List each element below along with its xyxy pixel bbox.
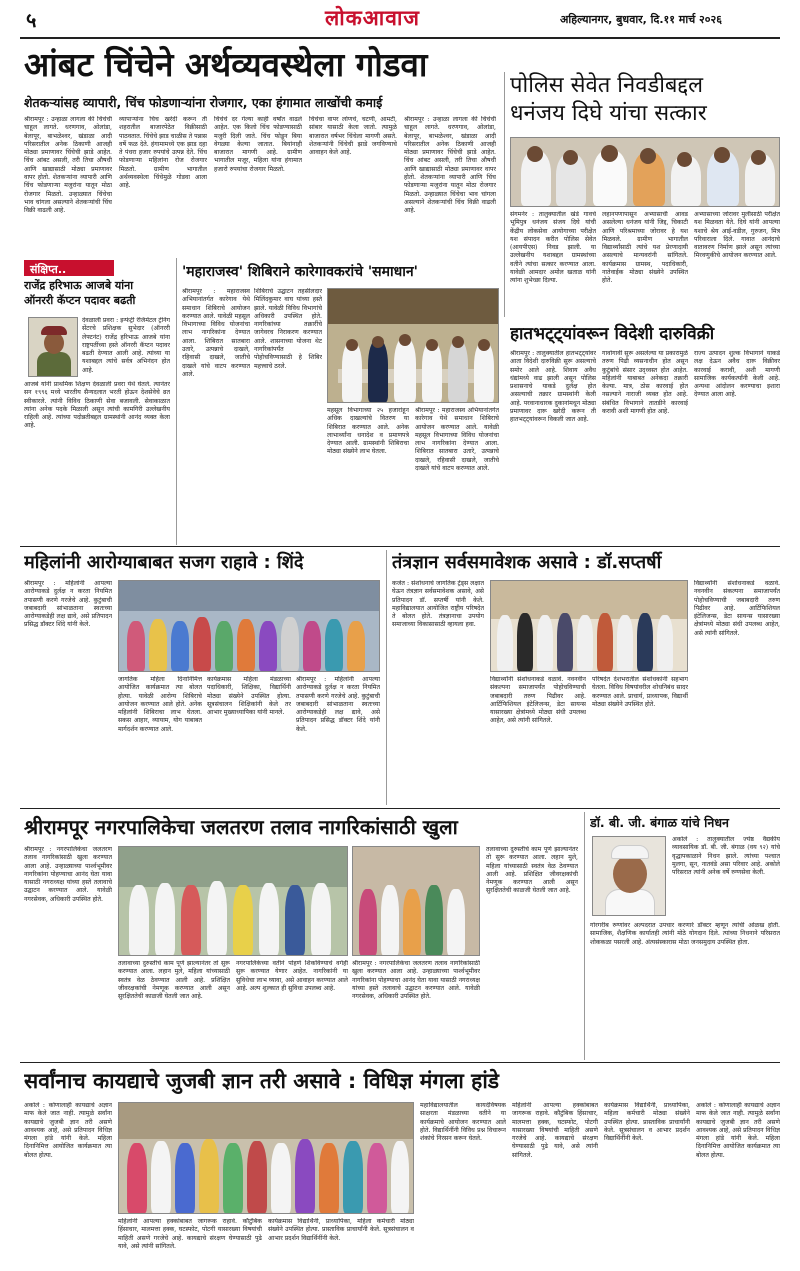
jaltaran-photo-1: [118, 846, 348, 956]
brief-divider: [176, 258, 177, 545]
nidhan-col-2: गोरगरीब रुग्णांवर अल्पदरात उपचार करणारे डॉक्टर म्हणून त्यांची ओळख होती. सामाजिक, शैक्षणिक कार्यातही त्यांनी मोठे योगदान दिले. त्यांच्या निधनाने परिसरात शोककळा पसरली आहे. अंत्यसंस्कारास मोठा जनसमुदाय उपस्थित होता.: [590, 922, 780, 946]
kayda-col-3: कार्यक्रमास विद्यार्थिनी, प्राध्यापिका, महिला कर्मचारी मोठ्या संख्येने उपस्थित होत्या. प्रास्ताविक प्राचार्यांनी केले. सूत्रसंचालन व आभार प्रदर्शन विद्यार्थिनींनी केले.: [268, 1218, 414, 1242]
kayda-col-4: महाविद्यालयातील कायदेविषयक साक्षरता मंडळाच्या वतीने या कार्यक्रमाचे आयोजन करण्यात आले होते. विद्यार्थिनींनी विविध प्रश्न विचारून शंकांचे निरसन करून घेतले.: [420, 1102, 506, 1143]
jaltaran-col-4: श्रीरामपूर : नगरपालिकेचा जलतरण तलाव नागरिकांसाठी खुला करण्यात आला आहे. उन्हाळ्याच्या पार्श्वभूमीवर नागरिकांना पोहण्याचा आनंद घेता यावा यासाठी नगराध्यक्ष यांच्या हस्ते तलावाचे उद्घाटन करण्यात आले. यावेळी नगरसेवक, अधिकारी उपस्थित होते.: [352, 960, 480, 1001]
kayda-headline: सर्वांनाच कायद्याचे जुजबी ज्ञान तरी असावे : विधिज्ञ मंगला हांडे: [24, 1069, 500, 1093]
police-body: [510, 211, 780, 314]
row-rule-3: [20, 1062, 780, 1063]
lead-col-1: श्रीरामपूर : उन्हाळा लागला की चिंचेची चाहूल लागते. धरणगाव, ओलांडा, बेलापूर, बाभळेश्वर, खंडाळा आदी परिसरातील अनेक ठिकाणी आजही मोठ्या प्रमाणावर चिंचेची झाडे आहेत. चिंच आंबट असली, तरी तिचा औषधी आणि खाद्यासाठी मोठ्या प्रमाणावर वापर होतो. शेतकऱ्यांना व्यापारी आणि चिंच फोडणाऱ्या मजुरांना यातून मोठा रोजगार मिळतो. उन्हाळ्यात चिंचेचा भाव चांगला असल्याने शेतकऱ्यांची चिंच विक्री वाढली आहे.: [24, 116, 112, 215]
mahila-col-1: श्रीरामपूर : महिलांनी आपल्या आरोग्याकडे दुर्लक्ष न करता नियमित तपासणी करणे गरजेचे आहे. कुटुंबाची जबाबदारी सांभाळताना स्वतःच्या आरोग्याकडेही लक्ष द्यावे, असे प्रतिपादन प्रसिद्ध डॉक्टर शिंदे यांनी केले.: [24, 580, 112, 629]
brief-headline: [24, 278, 174, 308]
tantradnyan-col-4: विद्यार्थ्यांनी संशोधनाकडे वळावे. नवनवीन संकल्पना समाजापर्यंत पोहोचविण्याची जबाबदारी तरुण पिढीवर आहे. आर्टिफिशियल इंटेलिजन्स, डेटा सायन्स यासारख्या क्षेत्रांमध्ये मोठ्या संधी उपलब्ध आहेत, असे त्यांनी सांगितले.: [694, 580, 780, 637]
lead-col-3: चिंचेचे दर गेल्या काही वर्षांत वाढले आहेत. एक किलो चिंच फोडण्यासाठी मजुरी दिली जाते. चिंच फोडून बिया वेगळ्या केल्या जातात. बियांनाही बाजारात मागणी आहे. ग्रामीण भागातील मजूर, महिला यांना हंगामात हजारो रुपयांचा रोजगार मिळतो.: [214, 116, 302, 173]
lead-col-5: श्रीरामपूर : उन्हाळा लागला की चिंचेची चाहूल लागते. धरणगाव, ओलांडा, बेलापूर, बाभळेश्वर, खंडाळा आदी परिसरातील अनेक ठिकाणी आजही मोठ्या प्रमाणावर चिंचेची झाडे आहेत. चिंच आंबट असली, तरी तिचा औषधी आणि खाद्यासाठी मोठ्या प्रमाणावर वापर होतो. शेतकऱ्यांना व्यापारी आणि चिंच फोडणाऱ्या मजुरांना यातून मोठा रोजगार मिळतो. उन्हाळ्यात चिंचेचा भाव चांगला असल्याने शेतकऱ्यांची चिंच विक्री वाढली आहे.: [404, 116, 496, 215]
lead-subhead: शेतकऱ्यांसह व्यापारी, चिंच फोडणाऱ्यांना रोजगार, एका हंगामात लाखोंची कमाई: [24, 95, 383, 110]
lead-body: [24, 116, 499, 256]
masthead-rule: [20, 37, 780, 39]
hatbhatti-col-2: गावोगावी सुरू असलेल्या या प्रकारामुळे तरुण पिढी व्यसनाधीन होत असून कुटुंबांचे संसार उद्ध्वस्त होत आहेत. महिलांनी याबाबत अनेकदा तक्रारी केल्या. मात्र, ठोस कारवाई होत नसल्याने नाराजी व्यक्त होत आहे. संबंधित विभागाने तातडीने कारवाई करावी अशी मागणी होत आहे.: [602, 350, 688, 416]
paper-name: लोकआवाज: [325, 6, 420, 30]
police-headline-line-1: पोलिस सेवेत निवडीबद्दल: [510, 73, 704, 98]
hatbhatti-col-1: श्रीरामपूर : तालुक्यातील हातभट्ट्यांवर आता विदेशी दारुविक्री सुरू असल्याचे समोर आले आहे. शिवाय अवैध धंद्यांमध्ये वाढ झाली असून पोलिस प्रशासनाचे याकडे दुर्लक्ष होत असल्याची तक्रार ग्रामस्थांनी केली आहे. परवानाधारक दुकानांमधून मोठ्या प्रमाणावर दारू खरेदी करून ती हातभट्ट्यांवरून विकली जात आहे.: [510, 350, 596, 424]
masthead: [0, 0, 800, 38]
page-number: ५: [26, 8, 37, 32]
brief-label: संक्षिप्त..: [24, 260, 114, 276]
police-col-2: लहानपणापासून अभ्यासाची आवड असलेल्या धनंजय यांनी जिद्द, चिकाटी आणि परिश्रमाच्या जोरावर हे यश मिळवले. ग्रामीण भागातील विद्यार्थ्यांसाठी त्यांचे यश प्रेरणादायी असल्याचे मान्यवरांनी सांगितले. कार्यक्रमास ग्रामस्थ, पदाधिकारी, नातेवाईक मोठ्या संख्येने उपस्थित होते.: [602, 211, 688, 285]
mahila-divider: [386, 550, 387, 805]
mahila-col-4: श्रीरामपूर : महिलांनी आपल्या आरोग्याकडे दुर्लक्ष न करता नियमित तपासणी करणे गरजेचे आहे. कुटुंबाची जबाबदारी सांभाळताना स्वतःच्या आरोग्याकडेही लक्ष द्यावे, असे प्रतिपादन प्रसिद्ध डॉक्टर शिंदे यांनी केले.: [296, 676, 380, 733]
kayda-col-5: महिलांनी आपल्या हक्कांबाबत जागरूक राहावे. कौटुंबिक हिंसाचार, मालमत्ता हक्क, घटस्फोट, पोटगी यासारख्या विषयांची माहिती असणे गरजेचे आहे. कायद्याचे संरक्षण घेण्यासाठी पुढे यावे, असे त्यांनी सांगितले.: [512, 1102, 598, 1159]
jaltaran-col-3: नगरपालिकेच्या वतीने पोहणे शिकविण्याचे वर्गही सुरू करण्यात येणार आहेत. नागरिकांनी या सुविधेचा लाभ घ्यावा, असे आवाहन करण्यात आले आहे. अल्प शुल्कात ही सुविधा उपलब्ध आहे.: [236, 960, 348, 992]
kayda-col-6: कार्यक्रमास विद्यार्थिनी, प्राध्यापिका, महिला कर्मचारी मोठ्या संख्येने उपस्थित होत्या. प्रास्ताविक प्राचार्यांनी केले. सूत्रसंचालन व आभार प्रदर्शन विद्यार्थिनींनी केले.: [604, 1102, 690, 1143]
dateline: अहिल्यानगर, बुधवार, दि.११ मार्च २०२६: [560, 13, 722, 26]
maharajaswa-col-3: महसूल विभागाच्या २५ हजारांहून अधिक दाखल्यांचे वितरण या शिबिरात करण्यात आले. अनेक लाभार्थ्यांना धनादेश व प्रमाणपत्रे देण्यात आली. ग्रामस्थांनी शिबिराचा मोठ्या संख्येने लाभ घेतला.: [327, 407, 409, 456]
brief-body-1: देवळाली प्रवरा : इन्फंट्री रेजिमेंटल ट्रेनिंग सेंटरचे प्रशिक्षक सुभेदार (ऑनररी लेफ्टनंट) राजेंद्र हरिभाऊ आजबे यांना राष्ट्रपतींच्या हस्ते ऑनररी कॅप्टन पदावर बढती देण्यात आली आहे. त्यांच्या या यशाबद्दल त्यांचे सर्वत्र अभिनंदन होत आहे.: [82, 317, 170, 374]
nidhan-photo: [592, 836, 666, 916]
mahila-col-2: जागतिक महिला दिनानिमित्त आयोजित कार्यक्रमात त्या बोलत होत्या. यावेळी आरोग्य शिबिराचे आयोजन करण्यात आले होते. अनेक महिलांनी शिबिराचा लाभ घेतला. सकस आहार, व्यायाम, योग याबाबत मार्गदर्शन करण्यात आले.: [118, 676, 202, 733]
brief-body-2: आजबे यांनी प्राथमिक शिक्षण देवळाली प्रवरा येथे घेतले. त्यानंतर सन १९९६ मध्ये भारतीय सैन्यदलात भरती होऊन देशसेवेचे व्रत स्वीकारले. त्यांनी विविध ठिकाणी सेवा बजावली. सेवाकाळात त्यांना अनेक पदके मिळाली असून त्यांची कामगिरी उल्लेखनीय राहिली आहे. त्यांच्या पदोन्नतीबद्दल ग्रामस्थांनी आनंद व्यक्त केला आहे.: [24, 381, 170, 430]
jaltaran-col-5: तलावाच्या दुरुस्तीचे काम पूर्ण झाल्यानंतर तो सुरू करण्यात आला. लहान मुले, महिला यांच्यासाठी स्वतंत्र वेळ ठेवण्यात आली आहे. प्रशिक्षित जीवरक्षकांची नेमणूक करण्यात आली असून सुरक्षिततेची काळजी घेतली जात आहे.: [486, 846, 578, 895]
police-headline: [510, 72, 780, 128]
jaltaran-photo-2: [352, 846, 480, 956]
tantradnyan-photo: [490, 580, 688, 672]
lead-headline: आंबट चिंचेने अर्थव्यवस्थेला गोडवा: [24, 45, 428, 84]
police-divider: [504, 72, 505, 317]
tantradnyan-col-2: विद्यार्थ्यांनी संशोधनाकडे वळावे. नवनवीन संकल्पना समाजापर्यंत पोहोचविण्याची जबाबदारी तरुण पिढीवर आहे. आर्टिफिशियल इंटेलिजन्स, डेटा सायन्स यासारख्या क्षेत्रांमध्ये मोठ्या संधी उपलब्ध आहेत, असे त्यांनी सांगितले.: [490, 676, 586, 725]
kayda-col-1: अकोले : कोणालाही कायद्याचे अज्ञान माफ केले जात नाही. त्यामुळे सर्वांना कायद्याचे जुजबी ज्ञान तरी असणे आवश्यक आहे, असे प्रतिपादन विधिज्ञ मंगला हांडे यांनी केले. महिला दिनानिमित्त आयोजित कार्यक्रमात त्या बोलत होत्या.: [24, 1102, 112, 1159]
hatbhatti-headline: हातभट्ट्यांवरून विदेशी दारुविक्री: [510, 324, 715, 344]
police-headline-line-2: धनंजय दिघे यांचा सत्कार: [510, 101, 707, 126]
tantradnyan-col-3: परिषदेत देशभरातील संशोधकांनी सहभाग घेतला. विविध विषयांवरील शोधनिबंध सादर करण्यात आले. प्राचार्य, प्राध्यापक, विद्यार्थी मोठ्या संख्येने उपस्थित होते.: [592, 676, 688, 708]
row-rule-2: [20, 808, 780, 809]
hatbhatti-col-3: राज्य उत्पादन शुल्क विभागाने याकडे लक्ष देऊन अवैध दारू विक्रीवर कारवाई करावी, अशी मागणी सामाजिक कार्यकर्त्यांनी केली आहे. अन्यथा आंदोलन करण्याचा इशारा देण्यात आला आहे.: [694, 350, 780, 399]
mahila-photo: [118, 580, 380, 672]
nidhan-headline: डॉ. बी. जी. बंगाळ यांचे निधन: [590, 815, 729, 830]
mahila-col-3: कार्यक्रमास महिला मंडळाच्या पदाधिकारी, शिक्षिका, विद्यार्थिनी मोठ्या संख्येने उपस्थित होत्या. सूत्रसंचालन शिक्षिकांनी केले तर आभार मुख्याध्यापिका यांनी मानले.: [207, 676, 291, 717]
tantradnyan-headline: तंत्रज्ञान सर्वसमावेशक असावे : डॉ.सप्तर्षी: [392, 552, 662, 573]
lead-col-2: व्यापाऱ्यांना चिंच खरेदी करून ती शहरातील बाजारपेठेत विक्रीसाठी पाठवतात. चिंचेचे झाड चाळीस ते पन्नास वर्षे फळ देते. हंगामामध्ये एक झाड दहा ते पंधरा हजार रुपयांचे उत्पन्न देते. चिंच फोडणाऱ्या महिलांना रोज रोजगार मिळतो. ग्रामीण भागातील अर्थव्यवस्थेला चिंचेमुळे गोडवा आला आहे.: [119, 116, 207, 190]
kayda-photo: [118, 1102, 414, 1214]
jaltaran-divider: [584, 812, 585, 1060]
maharajaswa-photo: [327, 288, 499, 403]
police-col-3: अभ्यासाच्या जोरावर मुलींसाठी परीक्षेत यश मिळवता येते. दिघे यांनी आपल्या यशाचे श्रेय आई-वडील, गुरुजन, मित्र परिवाराला दिले. गावात आनंदाचे वातावरण निर्माण झाले असून त्यांच्या मिरवणुकीचे आयोजन करण्यात आले.: [694, 211, 780, 260]
police-photo: [510, 137, 780, 207]
maharajaswa-headline: 'महाराजस्व' शिबिराने कारेगावकरांचे 'समाधान': [182, 264, 418, 280]
soldier-photo: [28, 317, 78, 377]
jaltaran-headline: श्रीरामपूर नगरपालिकेचा जलतरण तलाव नागरिकांसाठी खुला: [24, 815, 458, 839]
jaltaran-col-2: तलावाच्या दुरुस्तीचे काम पूर्ण झाल्यानंतर तो सुरू करण्यात आला. लहान मुले, महिला यांच्यासाठी स्वतंत्र वेळ ठेवण्यात आली आहे. प्रशिक्षित जीवरक्षकांची नेमणूक करण्यात आली असून सुरक्षिततेची काळजी घेतली जात आहे.: [118, 960, 230, 1001]
row-rule-1: [20, 546, 780, 547]
tantradnyan-col-1: कर्जत : संशोधनाचे जागतिक ट्रेंड्स लक्षात घेऊन तंत्रज्ञान सर्वसमावेशक असावे, असे प्रतिपादन डॉ. सप्तर्षी यांनी केले. महाविद्यालयात आयोजित राष्ट्रीय परिषदेत ते बोलत होते. तंत्रज्ञानाचा उपयोग समाजाच्या विकासासाठी व्हायला हवा.: [392, 580, 484, 629]
jaltaran-col-1: श्रीरामपूर : नगरपालिकेचा जलतरण तलाव नागरिकांसाठी खुला करण्यात आला आहे. उन्हाळ्याच्या पार्श्वभूमीवर नागरिकांना पोहण्याचा आनंद घेता यावा यासाठी नगराध्यक्ष यांच्या हस्ते तलावाचे उद्घाटन करण्यात आले. यावेळी नगरसेवक, अधिकारी उपस्थित होते.: [24, 846, 112, 903]
maharajaswa-col-4: श्रीरामपूर : महाराजस्व अभियानांतर्गत कारेगाव येथे समाधान शिबिराचे आयोजन करण्यात आले. यावेळी महसूल विभागाच्या विविध योजनांचा लाभ नागरिकांना देण्यात आला. शिबिरात सातबारा उतारे, उत्पन्नाचे दाखले, रहिवासी दाखले, जातीचे दाखले यांचे वाटप करण्यात आले.: [415, 407, 499, 473]
brief-headline-line-2: ऑनररी कॅप्टन पदावर बढती: [24, 294, 136, 307]
kayda-col-7: अकोले : कोणालाही कायद्याचे अज्ञान माफ केले जात नाही. त्यामुळे सर्वांना कायद्याचे जुजबी ज्ञान तरी असणे आवश्यक आहे, असे प्रतिपादन विधिज्ञ मंगला हांडे यांनी केले. महिला दिनानिमित्त आयोजित कार्यक्रमात त्या बोलत होत्या.: [696, 1102, 780, 1159]
kayda-col-2: महिलांनी आपल्या हक्कांबाबत जागरूक राहावे. कौटुंबिक हिंसाचार, मालमत्ता हक्क, घटस्फोट, पोटगी यासारख्या विषयांची माहिती असणे गरजेचे आहे. कायद्याचे संरक्षण घेण्यासाठी पुढे यावे, असे त्यांनी सांगितले.: [118, 1218, 262, 1250]
nidhan-col-1: अकोले : तालुक्यातील ज्येष्ठ वैद्यकीय व्यावसायिक डॉ. बी. जी. बंगाळ (वय ९२) यांचे वृद्धापकाळाने निधन झाले. त्यांच्या पश्चात मुलगा, सून, नातवंडे असा परिवार आहे. अकोले परिसरात त्यांनी अनेक वर्षे रुग्णसेवा केली.: [672, 836, 780, 877]
maharajaswa-col-1: श्रीरामपूर : महाराजस्व अभियानांतर्गत कारेगाव येथे समाधान शिबिराचे आयोजन करण्यात आले. यावेळी महसूल विभागाच्या विविध योजनांचा लाभ नागरिकांना देण्यात आला. शिबिरात सातबारा उतारे, उत्पन्नाचे दाखले, रहिवासी दाखले, जातीचे दाखले यांचे वाटप करण्यात आले.: [182, 288, 250, 378]
police-col-1: संगमनेर : तालुक्यातील खेडे गावचे भूमिपुत्र धनंजय संजय दिघे यांची केंद्रीय लोकसेवा आयोगाच्या परीक्षेत यश संपादन करीत पोलिस सेवेत (आयपीएस) निवड झाली. या उल्लेखनीय यशाबद्दल ग्रामस्थांच्या वतीने त्यांचा सत्कार करण्यात आला. यावेळी आमदार अमोल खताळ यांनी त्यांना शुभेच्छा दिल्या.: [510, 211, 596, 285]
lead-col-4: चिंचेचा वापर लोणचे, चटणी, आमटी, सांबार यासाठी केला जातो. त्यामुळे बाजारात वर्षभर चिंचेला मागणी असते. शेतकऱ्यांनी चिंचेची झाडे जगविण्याचे आवाहन केले आहे.: [309, 116, 397, 157]
maharajaswa-col-2: शिबिराचे उद्घाटन तहसीलदार मिलिंदकुमार वाघ यांच्या हस्ते झाले. यावेळी विविध विभागांचे अधिकारी उपस्थित होते. नागरिकांच्या तक्रारींचे जागेवरच निराकरण करण्यात आले. शासनाच्या योजना थेट नागरिकांपर्यंत पोहोचविण्यासाठी हे शिबिर महत्त्वाचे ठरले.: [254, 288, 322, 370]
brief-headline-line-1: राजेंद्र हरिभाऊ आजबे यांना: [24, 279, 134, 292]
mahila-headline: महिलांनी आरोग्याबाबत सजग राहावे : शिंदे: [24, 552, 304, 573]
